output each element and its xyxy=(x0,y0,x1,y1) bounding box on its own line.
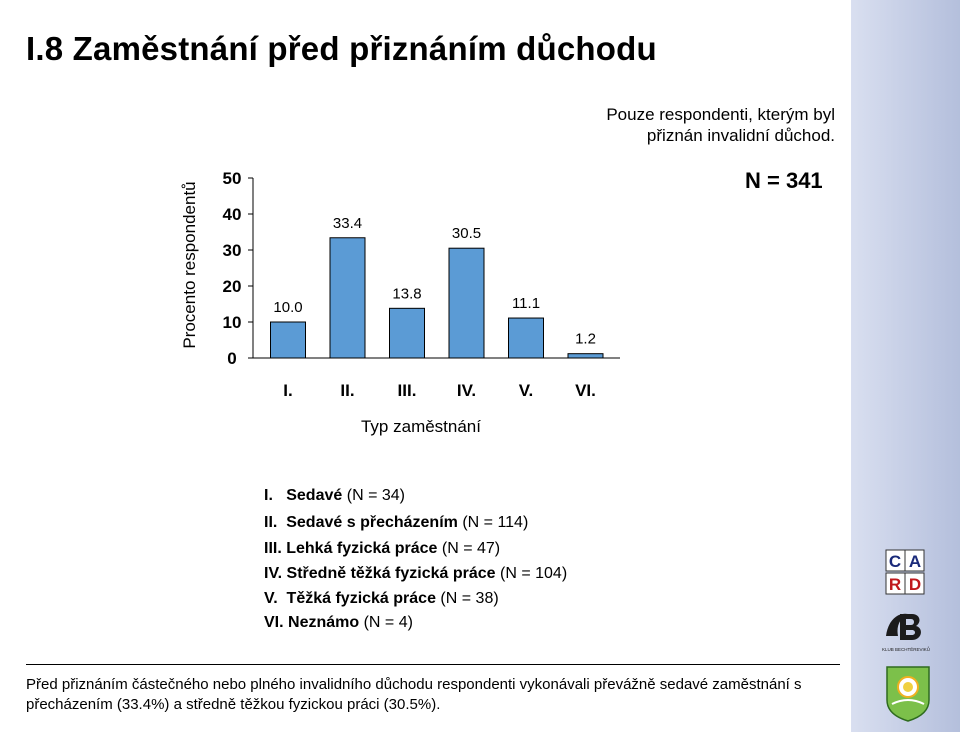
legend-item-2 xyxy=(264,514,528,532)
page-title: I.8 Zaměstnání před přiznáním důchodu xyxy=(26,30,657,67)
data-label: 33.4 xyxy=(332,214,363,232)
x-axis-label: Typ zaměstnání xyxy=(360,417,482,436)
y-tick-label: 50 xyxy=(222,169,242,188)
y-tick-label: 30 xyxy=(222,241,242,260)
y-tick-label: 20 xyxy=(222,277,242,296)
legend-item-1 xyxy=(264,487,405,505)
category-label: I. xyxy=(283,381,293,400)
bar-2 xyxy=(330,238,365,358)
legend-count: (N = 38) xyxy=(440,590,499,607)
y-axis-label: Procento respondentů xyxy=(180,181,199,349)
category-label: III. xyxy=(397,381,417,400)
card-logo-letter-c: C xyxy=(888,552,902,571)
bar-4 xyxy=(449,248,484,358)
legend-num: III. xyxy=(264,540,282,557)
legend-num: I. xyxy=(264,487,273,504)
legend-name: Sedavé xyxy=(286,487,343,504)
legend-count: (N = 47) xyxy=(441,540,501,557)
decorative-sidebar xyxy=(851,0,960,732)
data-label: 11.1 xyxy=(511,295,541,313)
legend-num: VI. xyxy=(264,614,284,631)
legend-name: Těžká fyzická práce xyxy=(286,590,436,607)
bar-3 xyxy=(390,308,425,358)
y-tick-label: 40 xyxy=(222,205,242,224)
bar-5 xyxy=(509,318,544,358)
card-logo-letter-a: A xyxy=(908,552,922,571)
category-label: VI. xyxy=(575,381,596,400)
y-tick-label: 10 xyxy=(222,313,242,332)
legend-item-5 xyxy=(264,590,499,608)
chart-bars xyxy=(271,238,604,358)
legend-count: (N = 114) xyxy=(462,514,529,531)
legend-count: (N = 104) xyxy=(500,565,568,582)
legend-count: (N = 4) xyxy=(363,614,413,631)
data-label: 30.5 xyxy=(451,225,482,243)
summary-text: Před přiznáním částečného nebo plného invalidního důchodu respondenti vykonávali převážně sedavé zaměstnání s přecházením (33.4%) a středně těžkou fyzickou práci (30.5%). xyxy=(26,676,802,713)
legend-count: (N = 34) xyxy=(346,487,405,504)
legend-name: Lehká fyzická práce xyxy=(286,540,438,557)
emblem-logo xyxy=(884,664,932,722)
card-logo xyxy=(884,548,928,596)
card-logo-letter-r: R xyxy=(888,575,902,594)
respondent-note-line-2: přiznán invalidní důchod. xyxy=(646,126,835,145)
respondent-note-line-1: Pouze respondenti, kterým byl xyxy=(606,105,835,124)
legend-num: IV. xyxy=(264,565,283,582)
data-label: 10.0 xyxy=(273,299,303,316)
legend-item-6 xyxy=(264,614,413,632)
data-label: 13.8 xyxy=(392,285,422,303)
chart-labels xyxy=(273,215,596,400)
legend-item-4 xyxy=(264,565,567,583)
legend-name: Sedavé s přecházením xyxy=(286,514,458,531)
y-tick-label: 0 xyxy=(227,349,237,368)
legend-name: Středně těžká fyzická práce xyxy=(286,565,496,582)
bar-6 xyxy=(568,354,603,358)
category-label: II. xyxy=(340,381,355,400)
svg-text:KLUB BECHTĚREVIKŮ: KLUB BECHTĚREVIKŮ xyxy=(881,647,931,652)
sample-size-label: N = 341 xyxy=(745,168,823,193)
legend-item-3 xyxy=(264,540,500,558)
bar-1 xyxy=(271,322,306,358)
legend-num: V. xyxy=(264,590,278,607)
legend-num: II. xyxy=(264,514,278,531)
club-logo xyxy=(878,606,934,654)
legend-name: Neznámo xyxy=(288,614,360,631)
divider xyxy=(26,664,840,665)
card-logo-letter-d: D xyxy=(908,575,922,594)
data-label: 1.2 xyxy=(575,330,596,348)
bar-chart xyxy=(0,0,640,450)
category-label: V. xyxy=(518,381,534,400)
category-label: IV. xyxy=(456,381,477,400)
